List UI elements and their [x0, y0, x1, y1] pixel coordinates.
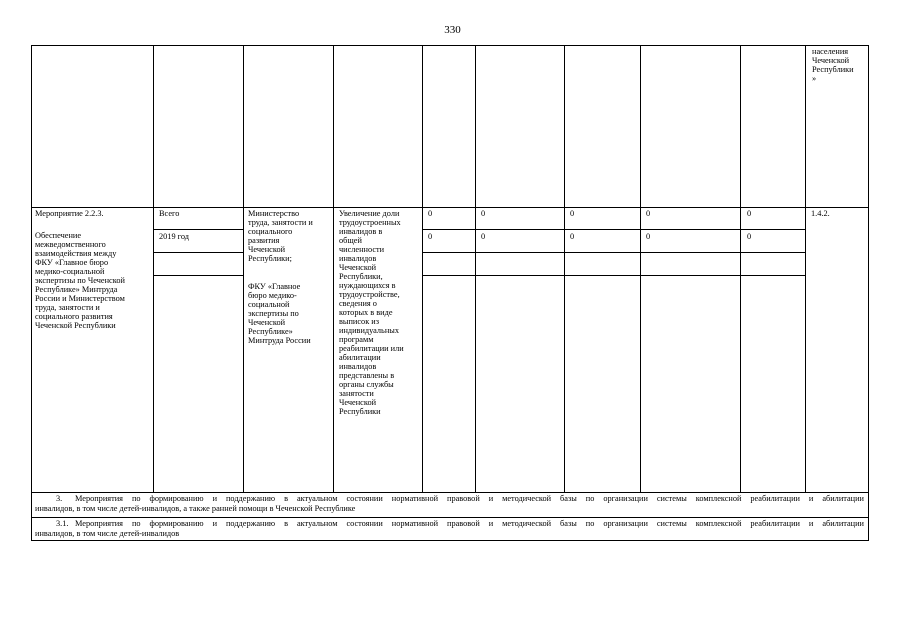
- subsection-number: 3.1.: [56, 519, 69, 528]
- event-desc-line: России и Министерством: [35, 294, 125, 303]
- event-desc-line: межведомственного: [35, 240, 106, 249]
- executor-line: ФКУ «Главное: [248, 282, 301, 291]
- executor-line: Чеченской: [248, 245, 286, 254]
- executor-line: экспертизы по: [248, 309, 299, 318]
- table-right-border: [868, 45, 869, 541]
- column-divider: [243, 45, 244, 492]
- column-divider: [805, 45, 806, 492]
- section-title-line: Мероприятия по формированию и поддержанию в актуальном состоянии нормативной правовой и методической базы по организации системы комплексной реабилитации и абилитации: [75, 494, 864, 503]
- indicator-line: занятости: [339, 389, 374, 398]
- column-divider: [153, 45, 154, 492]
- indicator-ref: 1.4.2.: [811, 209, 830, 218]
- indicator-line: Увеличение доли: [339, 209, 400, 218]
- value-2019: 0: [428, 232, 433, 241]
- indicator-line: которых в виде: [339, 308, 393, 317]
- indicator-line: нуждающихся в: [339, 281, 396, 290]
- note-line: Чеченской: [812, 56, 850, 65]
- note-line: »: [812, 74, 817, 83]
- executor-line: Минтруда России: [248, 336, 311, 345]
- column-divider: [422, 45, 423, 492]
- value-total: 0: [428, 209, 433, 218]
- event-desc-line: Обеспечение: [35, 231, 82, 240]
- indicator-line: реабилитации или: [339, 344, 404, 353]
- subsection-title-line: инвалидов, в том числе детей-инвалидов: [35, 529, 180, 538]
- event-desc-line: медико-социальной: [35, 267, 105, 276]
- source-row-divider: [153, 229, 243, 230]
- event-desc-line: экспертизы по Чеченской: [35, 276, 125, 285]
- column-divider: [475, 45, 476, 492]
- indicator-line: выписок из: [339, 317, 380, 326]
- event-desc-line: социального развития: [35, 312, 113, 321]
- source-row-divider: [153, 252, 243, 253]
- section-divider: [31, 517, 869, 518]
- subsection-title-line: Мероприятия по формированию и поддержанию в актуальном состоянии нормативной правовой и методической базы по организации системы комплексной реабилитации и абилитации: [75, 519, 864, 528]
- source-row-divider: [153, 275, 243, 276]
- note-line: Республики: [812, 65, 854, 74]
- indicator-line: программ: [339, 335, 374, 344]
- column-divider: [333, 45, 334, 492]
- source-total: Всего: [159, 209, 180, 218]
- executor-line: Республике»: [248, 327, 293, 336]
- indicator-line: инвалидов: [339, 254, 377, 263]
- indicator-line: Республики: [339, 407, 381, 416]
- indicator-line: Чеченской: [339, 263, 377, 272]
- indicator-line: инвалидов в: [339, 227, 383, 236]
- event-desc-line: ФКУ «Главное бюро: [35, 258, 109, 267]
- values-row-divider: [422, 252, 805, 253]
- column-divider: [564, 45, 565, 492]
- event-title: Мероприятие 2.2.3.: [35, 209, 104, 218]
- program-table: [31, 45, 869, 540]
- section-divider: [31, 492, 869, 493]
- section-title-line: инвалидов, в том числе детей-инвалидов, а также ранней помощи в Чеченской Республике: [35, 504, 356, 513]
- executor-line: Республики;: [248, 254, 292, 263]
- page-number: 330: [444, 24, 461, 36]
- source-year: 2019 год: [159, 232, 189, 241]
- column-divider: [640, 45, 641, 492]
- values-row-divider: [422, 275, 805, 276]
- indicator-line: Республики,: [339, 272, 383, 281]
- value-2019: 0: [747, 232, 752, 241]
- indicator-line: общей: [339, 236, 362, 245]
- table-top-border: [31, 45, 869, 46]
- note-line: населения: [812, 47, 849, 56]
- value-total: 0: [747, 209, 752, 218]
- indicator-line: индивидуальных: [339, 326, 400, 335]
- executor-line: бюро медико-: [248, 291, 297, 300]
- indicator-line: органы службы: [339, 380, 394, 389]
- indicator-line: трудоустроенных: [339, 218, 401, 227]
- indicator-line: инвалидов: [339, 362, 377, 371]
- indicator-line: абилитации: [339, 353, 381, 362]
- event-desc-line: Чеченской Республики: [35, 321, 116, 330]
- executor-line: социальной: [248, 300, 290, 309]
- indicator-line: трудоустройстве,: [339, 290, 400, 299]
- value-total: 0: [481, 209, 486, 218]
- table-bottom-border: [31, 540, 869, 541]
- section-number: 3.: [56, 494, 63, 503]
- table-left-border: [31, 45, 32, 541]
- values-row-divider: [422, 229, 805, 230]
- value-2019: 0: [646, 232, 651, 241]
- value-2019: 0: [481, 232, 486, 241]
- indicator-line: численности: [339, 245, 385, 254]
- value-total: 0: [646, 209, 651, 218]
- executor-line: социального: [248, 227, 293, 236]
- indicator-line: представлены в: [339, 371, 395, 380]
- executor-line: Чеченской: [248, 318, 286, 327]
- value-total: 0: [570, 209, 575, 218]
- indicator-line: Чеченской: [339, 398, 377, 407]
- column-divider: [740, 45, 741, 492]
- indicator-line: сведения о: [339, 299, 377, 308]
- value-2019: 0: [570, 232, 575, 241]
- event-desc-line: Республике» Минтруда: [35, 285, 118, 294]
- executor-line: развития: [248, 236, 280, 245]
- event-desc-line: взаимодействия между: [35, 249, 117, 258]
- row-divider: [31, 207, 869, 208]
- executor-line: труда, занятости и: [248, 218, 313, 227]
- event-desc-line: труда, занятости и: [35, 303, 100, 312]
- executor-line: Министерство: [248, 209, 300, 218]
